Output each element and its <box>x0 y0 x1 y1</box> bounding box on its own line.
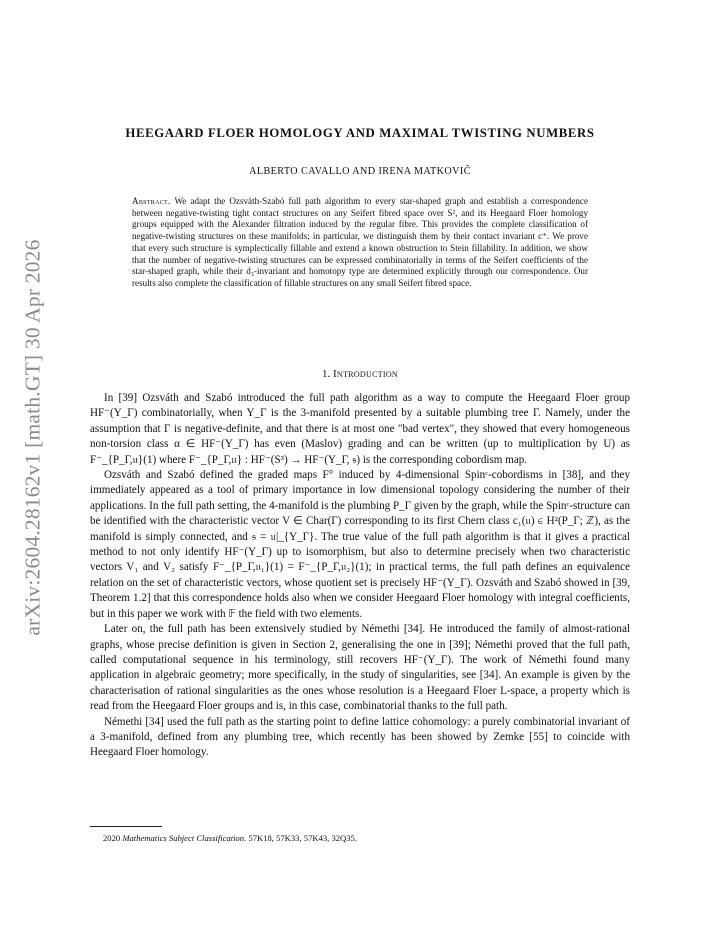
paragraph: In [39] Ozsváth and Szabó introduced the full path algorithm as a way to compute the Heegaard Floer group HF⁻(Y_Γ) combinatorially, when Y_Γ is the 3-manifold presented by a suitable plumbing tree Γ. Namely, under the assumption that Γ is negative-definite, and that there is at most one "bad vertex", they showed that every homogeneous non-torsion class α ∈ HF⁻(Y_Γ) has even (Maslov) grading and can be written (up to multiplication by U) as F⁻_{P_Γ,𝔲}(1) where F⁻_{P_Γ,𝔲} : HF⁻(S³) → HF⁻(Y_Γ, 𝔰) is the corresponding cobordism map. <box>90 392 630 466</box>
section-heading <box>60 368 660 380</box>
footnote <box>103 833 357 843</box>
section-number: 1. <box>321 368 331 380</box>
abstract-label: Abstract. <box>132 196 171 206</box>
abstract <box>132 196 588 290</box>
footnote-label: Mathematics Subject Classification. <box>122 833 247 843</box>
footnote-codes: 57K18, 57K33, 57K43, 32Q35. <box>248 833 358 843</box>
abstract-text: We adapt the Ozsváth-Szabó full path algorithm to every star-shaped graph and establish a correspondence between negative-twisting tight contact structures on any Seifert fibred space over S², and its Heegaard Floer homology groups equipped with the Alexander filtration induced by the regular fibre. This provides the complete classification of negative-twisting structures on these manifolds; in particular, we distinguish them by their contact invariant c⁺. We prove that every such structure is symplectically fillable and extend a known obstruction to Stein fillability. In addition, we show that the number of negative-twisting structures can be expressed combinatorially in terms of the Seifert coefficients of the star-shaped graph, while their d₃-invariant and homotopy type are determined explicitly through our correspondence. Our results also complete the classification of fillable structures on any small Seifert fibred space. <box>132 196 589 288</box>
paper-title: HEEGAARD FLOER HOMOLOGY AND MAXIMAL TWISTING NUMBERS <box>125 126 595 140</box>
arxiv-sidebar <box>7 239 59 636</box>
paragraph: Later on, the full path has been extensively studied by Némethi [34]. He introduced the family of almost-rational graphs, whose precise definition is given in Section 2, generalising the one in [39]; Némethi proved that the full path, called computational sequence in his terminology, still recovers HF⁻(Y_Γ). The work of Némethi found many application in algebraic geometry; more specifically, in the study of singularities, see [34]. An example is given by the characterisation of rational singularities as the ones whose resolution is a Heegaard Floer L-space, a property which is read from the Heegaard Floer groups and is, in this case, combinatorial thanks to the full path. <box>90 623 630 713</box>
paragraph: Ozsváth and Szabó defined the graded maps F° induced by 4-dimensional Spinᶜ-cobordisms in [38], and they immediately appeared as a tool of primary importance in low dimensional topology considering the number of their applications. In the full path setting, the 4-manifold is the plumbing P_Γ given by the graph, while the Spinᶜ-structure can be identified with the characteristic vector V ∈ Char(Γ) corresponding to its first Chern class c₁(𝔲) ∈ H²(P_Γ; ℤ), as the manifold is simply connected, and 𝔰 = 𝔲|_{Y_Γ}. The true value of the full path algorithm is that it gives a practical method to not only identify HF⁻(Y_Γ) up to isomorphism, but also to determine precisely when two characteristic vectors V₁ and V₂ satisfy F⁻_{P_Γ,𝔲₁}(1) = F⁻_{P_Γ,𝔲₂}(1); in practical terms, the full path defines an equivalence relation on the set of characteristic vectors, whose quotient set is precisely HF⁻(Y_Γ). Ozsváth and Szabó showed in [39, Theorem 1.2] that this correspondence holds also when we consider Heegaard Floer homology with integral coefficients, but in this paper we work with 𝔽 the field with two elements. <box>90 469 630 620</box>
section-title: Introduction <box>332 368 399 380</box>
arxiv-identifier: arXiv:2604.28162v1 [math.GT] 30 Apr 2026 <box>20 239 45 636</box>
footnote-rule <box>90 826 162 827</box>
paper-authors: ALBERTO CAVALLO AND IRENA MATKOVIČ <box>249 166 471 177</box>
paragraph: Némethi [34] used the full path as the starting point to define lattice cohomology: a purely combinatorial invariant of a 3-manifold, defined from any plumbing tree, which recently has been showed by Zemke [55] to coincide with Heegaard Floer homology. <box>90 715 630 759</box>
footnote-year: 2020 <box>103 833 121 843</box>
section-body <box>90 391 630 761</box>
